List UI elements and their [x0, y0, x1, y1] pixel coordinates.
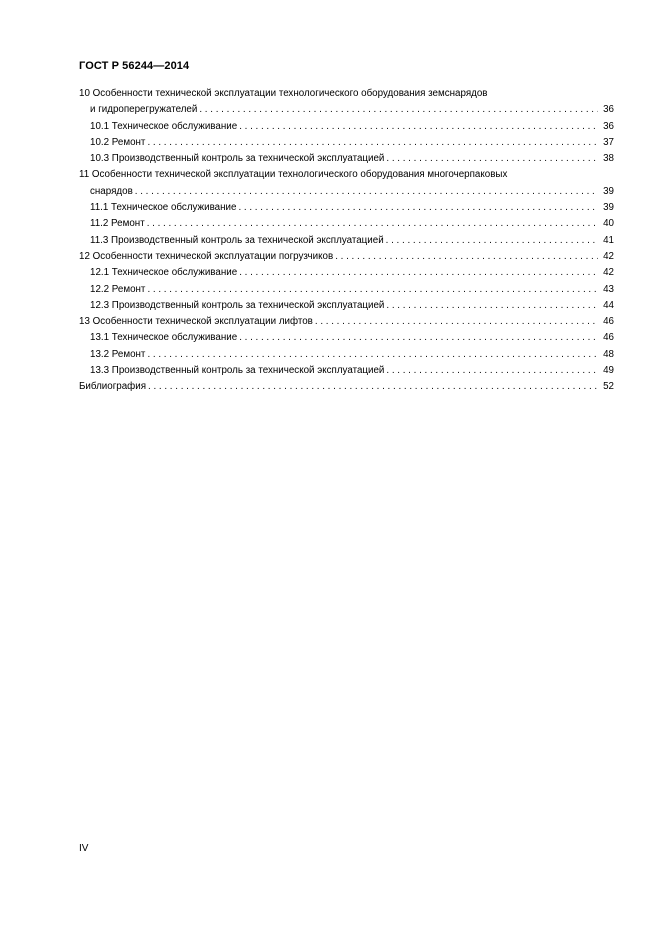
- toc-dot-leader: [147, 282, 598, 298]
- table-of-contents: [79, 86, 614, 396]
- toc-entry-title: 11.2 Ремонт: [90, 218, 145, 230]
- toc-section-entry[interactable]: [79, 379, 614, 395]
- toc-page-number: 39: [603, 202, 614, 214]
- toc-dot-leader: [238, 200, 598, 216]
- toc-subsection-entry[interactable]: [79, 265, 614, 281]
- toc-subsection-entry[interactable]: [79, 119, 614, 135]
- toc-entry-title: 12.3 Производственный контроль за технической эксплуатацией: [90, 299, 385, 311]
- toc-entry-title: Библиография: [79, 381, 147, 393]
- toc-page-number: 49: [603, 365, 614, 377]
- toc-entry-title: снарядов: [90, 185, 133, 197]
- toc-page-number: 39: [603, 185, 614, 197]
- toc-entry-title: 10.2 Ремонт: [90, 136, 146, 148]
- toc-section-entry[interactable]: [79, 249, 614, 265]
- toc-section-entry[interactable]: [79, 314, 614, 330]
- toc-dot-leader: [335, 249, 598, 265]
- toc-page-number: 40: [603, 218, 614, 230]
- toc-section-entry[interactable]: [79, 86, 614, 119]
- toc-entry-title: 11.1 Техническое обслуживание: [90, 202, 237, 214]
- toc-dot-leader: [386, 151, 598, 167]
- toc-dot-leader: [135, 184, 598, 200]
- toc-subsection-entry[interactable]: [79, 233, 614, 249]
- toc-subsection-entry[interactable]: [79, 330, 614, 346]
- toc-page-number: 43: [603, 283, 614, 295]
- toc-entry-title: 12.1 Техническое обслуживание: [90, 267, 238, 279]
- page-number: IV: [79, 843, 89, 854]
- toc-dot-leader: [199, 102, 598, 118]
- toc-entry-title: 12.2 Ремонт: [90, 283, 146, 295]
- toc-page-number: 44: [603, 299, 614, 311]
- toc-subsection-entry[interactable]: [79, 135, 614, 151]
- toc-entry-title: и гидроперегружателей: [90, 104, 198, 116]
- toc-dot-leader: [386, 298, 598, 314]
- toc-subsection-entry[interactable]: [79, 363, 614, 379]
- toc-dot-leader: [239, 265, 598, 281]
- toc-entry-title: 11.3 Производственный контроль за технической эксплуатацией: [90, 234, 384, 246]
- toc-dot-leader: [239, 119, 598, 135]
- toc-page-number: 46: [603, 332, 614, 344]
- toc-page-number: 37: [603, 136, 614, 148]
- toc-page-number: 42: [603, 250, 614, 262]
- toc-subsection-entry[interactable]: [79, 200, 614, 216]
- toc-entry-title: 10.3 Производственный контроль за технической эксплуатацией: [90, 153, 385, 165]
- toc-page-number: 41: [603, 234, 614, 246]
- document-header: ГОСТ Р 56244—2014: [79, 60, 190, 72]
- toc-entry-title: 13.3 Производственный контроль за технической эксплуатацией: [90, 365, 385, 377]
- toc-dot-leader: [147, 135, 598, 151]
- toc-dot-leader: [315, 314, 598, 330]
- toc-page-number: 46: [603, 316, 614, 328]
- toc-page-number: 36: [603, 120, 614, 132]
- toc-entry-title: 13.1 Техническое обслуживание: [90, 332, 238, 344]
- toc-dot-leader: [147, 347, 598, 363]
- toc-page-number: 36: [603, 104, 614, 116]
- toc-subsection-entry[interactable]: [79, 347, 614, 363]
- toc-section-entry[interactable]: [79, 167, 614, 200]
- toc-dot-leader: [386, 363, 598, 379]
- toc-entry-title: 13 Особенности технической эксплуатации лифтов: [79, 316, 313, 328]
- toc-entry-title: 13.2 Ремонт: [90, 348, 146, 360]
- toc-dot-leader: [148, 379, 598, 395]
- toc-dot-leader: [147, 216, 598, 232]
- toc-dot-leader: [239, 330, 598, 346]
- toc-entry-title-first-line: 10 Особенности технической эксплуатации технологического оборудования земснарядов: [79, 88, 488, 99]
- toc-entry-title: 12 Особенности технической эксплуатации погрузчиков: [79, 250, 334, 262]
- toc-entry-title-first-line: 11 Особенности технической эксплуатации технологического оборудования многочерпаковых: [79, 169, 508, 181]
- toc-dot-leader: [386, 233, 598, 249]
- toc-subsection-entry[interactable]: [79, 151, 614, 167]
- toc-page-number: 52: [603, 381, 614, 393]
- toc-page-number: 38: [603, 153, 614, 165]
- toc-entry-title: 10.1 Техническое обслуживание: [90, 120, 238, 132]
- toc-subsection-entry[interactable]: [79, 298, 614, 314]
- toc-subsection-entry[interactable]: [79, 216, 614, 232]
- toc-page-number: 42: [603, 267, 614, 279]
- toc-page-number: 48: [603, 348, 614, 360]
- toc-subsection-entry[interactable]: [79, 282, 614, 298]
